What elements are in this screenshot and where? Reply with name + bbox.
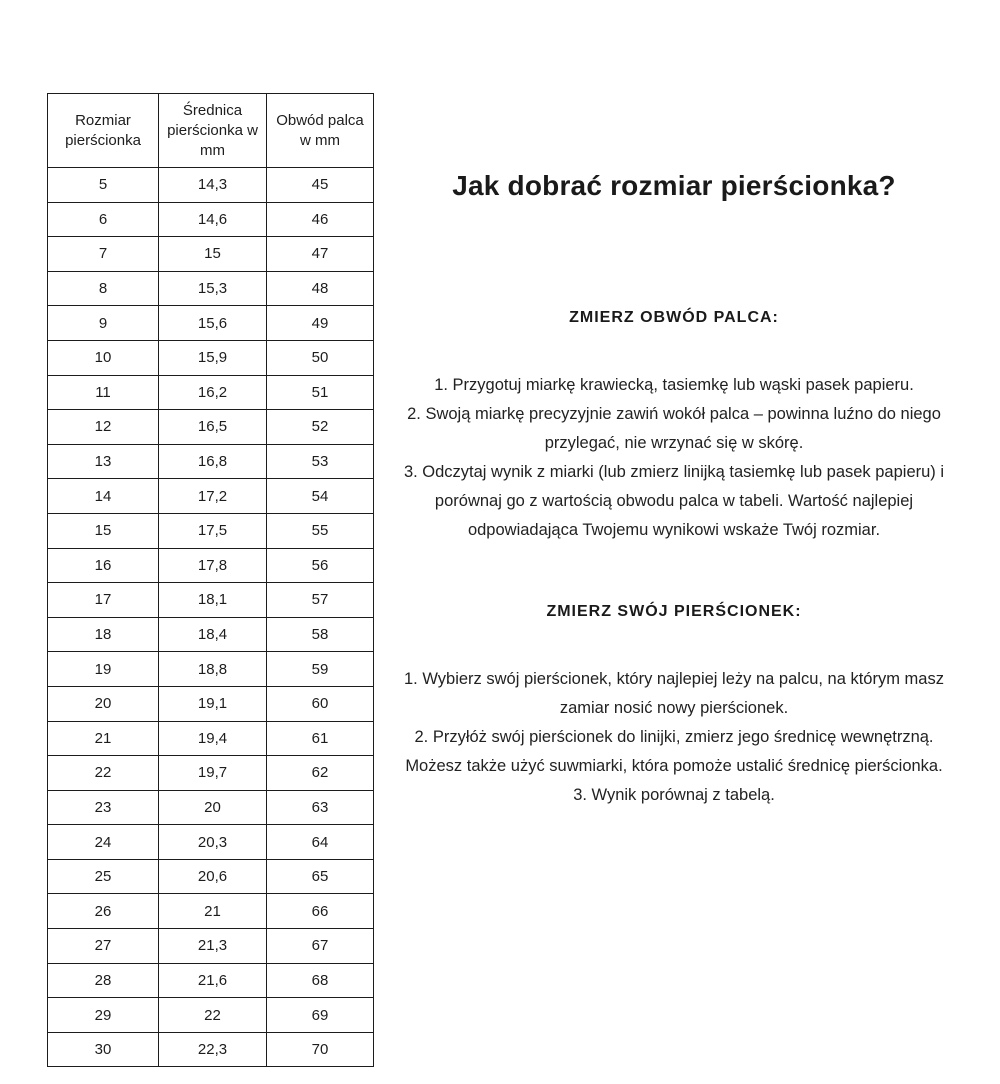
table-cell: 22	[48, 756, 159, 791]
table-cell: 61	[267, 721, 374, 756]
table-row	[48, 410, 374, 445]
table-cell: 20,3	[159, 825, 267, 860]
table-cell: 30	[48, 1032, 159, 1067]
table-cell: 16,2	[159, 375, 267, 410]
table-cell: 14,3	[159, 168, 267, 203]
table-row	[48, 548, 374, 583]
table-row	[48, 859, 374, 894]
measure-finger-steps	[400, 371, 948, 545]
table-row	[48, 686, 374, 721]
table-cell: 47	[267, 237, 374, 272]
step-text: 1. Przygotuj miarkę krawiecką, tasiemkę lub wąski pasek papieru.	[434, 376, 914, 394]
table-cell: 58	[267, 617, 374, 652]
table-row	[48, 479, 374, 514]
table-cell: 17	[48, 583, 159, 618]
table-cell: 26	[48, 894, 159, 929]
table-row	[48, 375, 374, 410]
step-text: 2. Przyłóż swój pierścionek do linijki, zmierz jego średnicę wewnętrzną. Możesz także użyć suwmiarki, która pomoże ustalić średnicę pierścionka.	[405, 728, 943, 775]
measure-ring-steps	[400, 665, 948, 810]
step-text: 3. Odczytaj wynik z miarki (lub zmierz linijką tasiemkę lub pasek papieru) i porównaj go z wartością obwodu palca w tabeli. Wartość najlepiej odpowiadająca Twojemu wynikowi wskaże Twój rozmiar.	[403, 463, 945, 539]
table-row	[48, 825, 374, 860]
table-row	[48, 929, 374, 964]
table-cell: 15	[48, 513, 159, 548]
table-cell: 23	[48, 790, 159, 825]
table-row	[48, 721, 374, 756]
step-text: 1. Wybierz swój pierścionek, który najlepiej leży na palcu, na którym masz zamiar nosić nowy pierścionek.	[404, 670, 944, 717]
table-cell: 16	[48, 548, 159, 583]
table-cell: 22,3	[159, 1032, 267, 1067]
table-row	[48, 513, 374, 548]
step-text: 3. Wynik porównaj z tabelą.	[573, 786, 775, 804]
table-row	[48, 168, 374, 203]
table-cell: 17,2	[159, 479, 267, 514]
table-cell: 11	[48, 375, 159, 410]
table-cell: 15	[159, 237, 267, 272]
table-cell: 12	[48, 410, 159, 445]
table-cell: 21	[159, 894, 267, 929]
table-cell: 68	[267, 963, 374, 998]
ring-size-table	[47, 93, 374, 1067]
step-text: 2. Swoją miarkę precyzyjnie zawiń wokół palca – powinna luźno do niego przylegać, nie wrzynać się w skórę.	[407, 405, 941, 452]
table-cell: 21,6	[159, 963, 267, 998]
section-heading-measure-ring: ZMIERZ SWÓJ PIERŚCIONEK:	[546, 603, 802, 620]
table-cell: 25	[48, 859, 159, 894]
table-cell: 64	[267, 825, 374, 860]
header-finger-circumference: Obwód palca w mm	[267, 94, 374, 168]
table-cell: 59	[267, 652, 374, 687]
table-row	[48, 306, 374, 341]
table-cell: 52	[267, 410, 374, 445]
table-cell: 22	[159, 998, 267, 1033]
table-header-row	[48, 94, 374, 168]
table-cell: 7	[48, 237, 159, 272]
table-cell: 54	[267, 479, 374, 514]
table-cell: 21,3	[159, 929, 267, 964]
table-cell: 57	[267, 583, 374, 618]
table-row	[48, 583, 374, 618]
table-row	[48, 202, 374, 237]
table-cell: 15,3	[159, 271, 267, 306]
header-ring-diameter: Średnica pierścionka w mm	[159, 94, 267, 168]
table-cell: 6	[48, 202, 159, 237]
table-cell: 63	[267, 790, 374, 825]
table-cell: 13	[48, 444, 159, 479]
table-cell: 24	[48, 825, 159, 860]
table-cell: 10	[48, 340, 159, 375]
table-cell: 18,4	[159, 617, 267, 652]
table-row	[48, 271, 374, 306]
table-row	[48, 237, 374, 272]
table-cell: 20,6	[159, 859, 267, 894]
table-cell: 29	[48, 998, 159, 1033]
table-cell: 14	[48, 479, 159, 514]
table-cell: 66	[267, 894, 374, 929]
table-cell: 19,7	[159, 756, 267, 791]
table-cell: 18,8	[159, 652, 267, 687]
table-cell: 19,1	[159, 686, 267, 721]
table-cell: 67	[267, 929, 374, 964]
size-table-body	[48, 168, 374, 1067]
table-cell: 60	[267, 686, 374, 721]
table-cell: 49	[267, 306, 374, 341]
table-cell: 17,8	[159, 548, 267, 583]
table-row	[48, 790, 374, 825]
table-cell: 15,9	[159, 340, 267, 375]
table-cell: 19,4	[159, 721, 267, 756]
header-ring-size: Rozmiar pierścionka	[48, 94, 159, 168]
table-row	[48, 444, 374, 479]
page-title: Jak dobrać rozmiar pierścionka?	[452, 170, 896, 201]
table-cell: 69	[267, 998, 374, 1033]
table-cell: 45	[267, 168, 374, 203]
table-cell: 16,5	[159, 410, 267, 445]
section-heading-measure-finger: ZMIERZ OBWÓD PALCA:	[569, 309, 779, 326]
table-row	[48, 340, 374, 375]
table-row	[48, 652, 374, 687]
table-cell: 56	[267, 548, 374, 583]
table-cell: 50	[267, 340, 374, 375]
table-cell: 8	[48, 271, 159, 306]
table-cell: 17,5	[159, 513, 267, 548]
table-cell: 20	[48, 686, 159, 721]
table-row	[48, 963, 374, 998]
table-cell: 14,6	[159, 202, 267, 237]
table-cell: 9	[48, 306, 159, 341]
table-cell: 5	[48, 168, 159, 203]
table-row	[48, 1032, 374, 1067]
table-row	[48, 894, 374, 929]
table-cell: 21	[48, 721, 159, 756]
table-row	[48, 756, 374, 791]
table-cell: 65	[267, 859, 374, 894]
table-cell: 15,6	[159, 306, 267, 341]
table-cell: 18,1	[159, 583, 267, 618]
table-cell: 51	[267, 375, 374, 410]
table-cell: 48	[267, 271, 374, 306]
table-cell: 46	[267, 202, 374, 237]
table-cell: 55	[267, 513, 374, 548]
table-cell: 53	[267, 444, 374, 479]
table-cell: 27	[48, 929, 159, 964]
table-row	[48, 998, 374, 1033]
table-row	[48, 617, 374, 652]
table-cell: 19	[48, 652, 159, 687]
table-cell: 28	[48, 963, 159, 998]
table-cell: 16,8	[159, 444, 267, 479]
table-cell: 70	[267, 1032, 374, 1067]
size-table-header	[48, 94, 374, 168]
table-cell: 20	[159, 790, 267, 825]
table-cell: 18	[48, 617, 159, 652]
table-cell: 62	[267, 756, 374, 791]
instructions-panel	[400, 168, 948, 810]
